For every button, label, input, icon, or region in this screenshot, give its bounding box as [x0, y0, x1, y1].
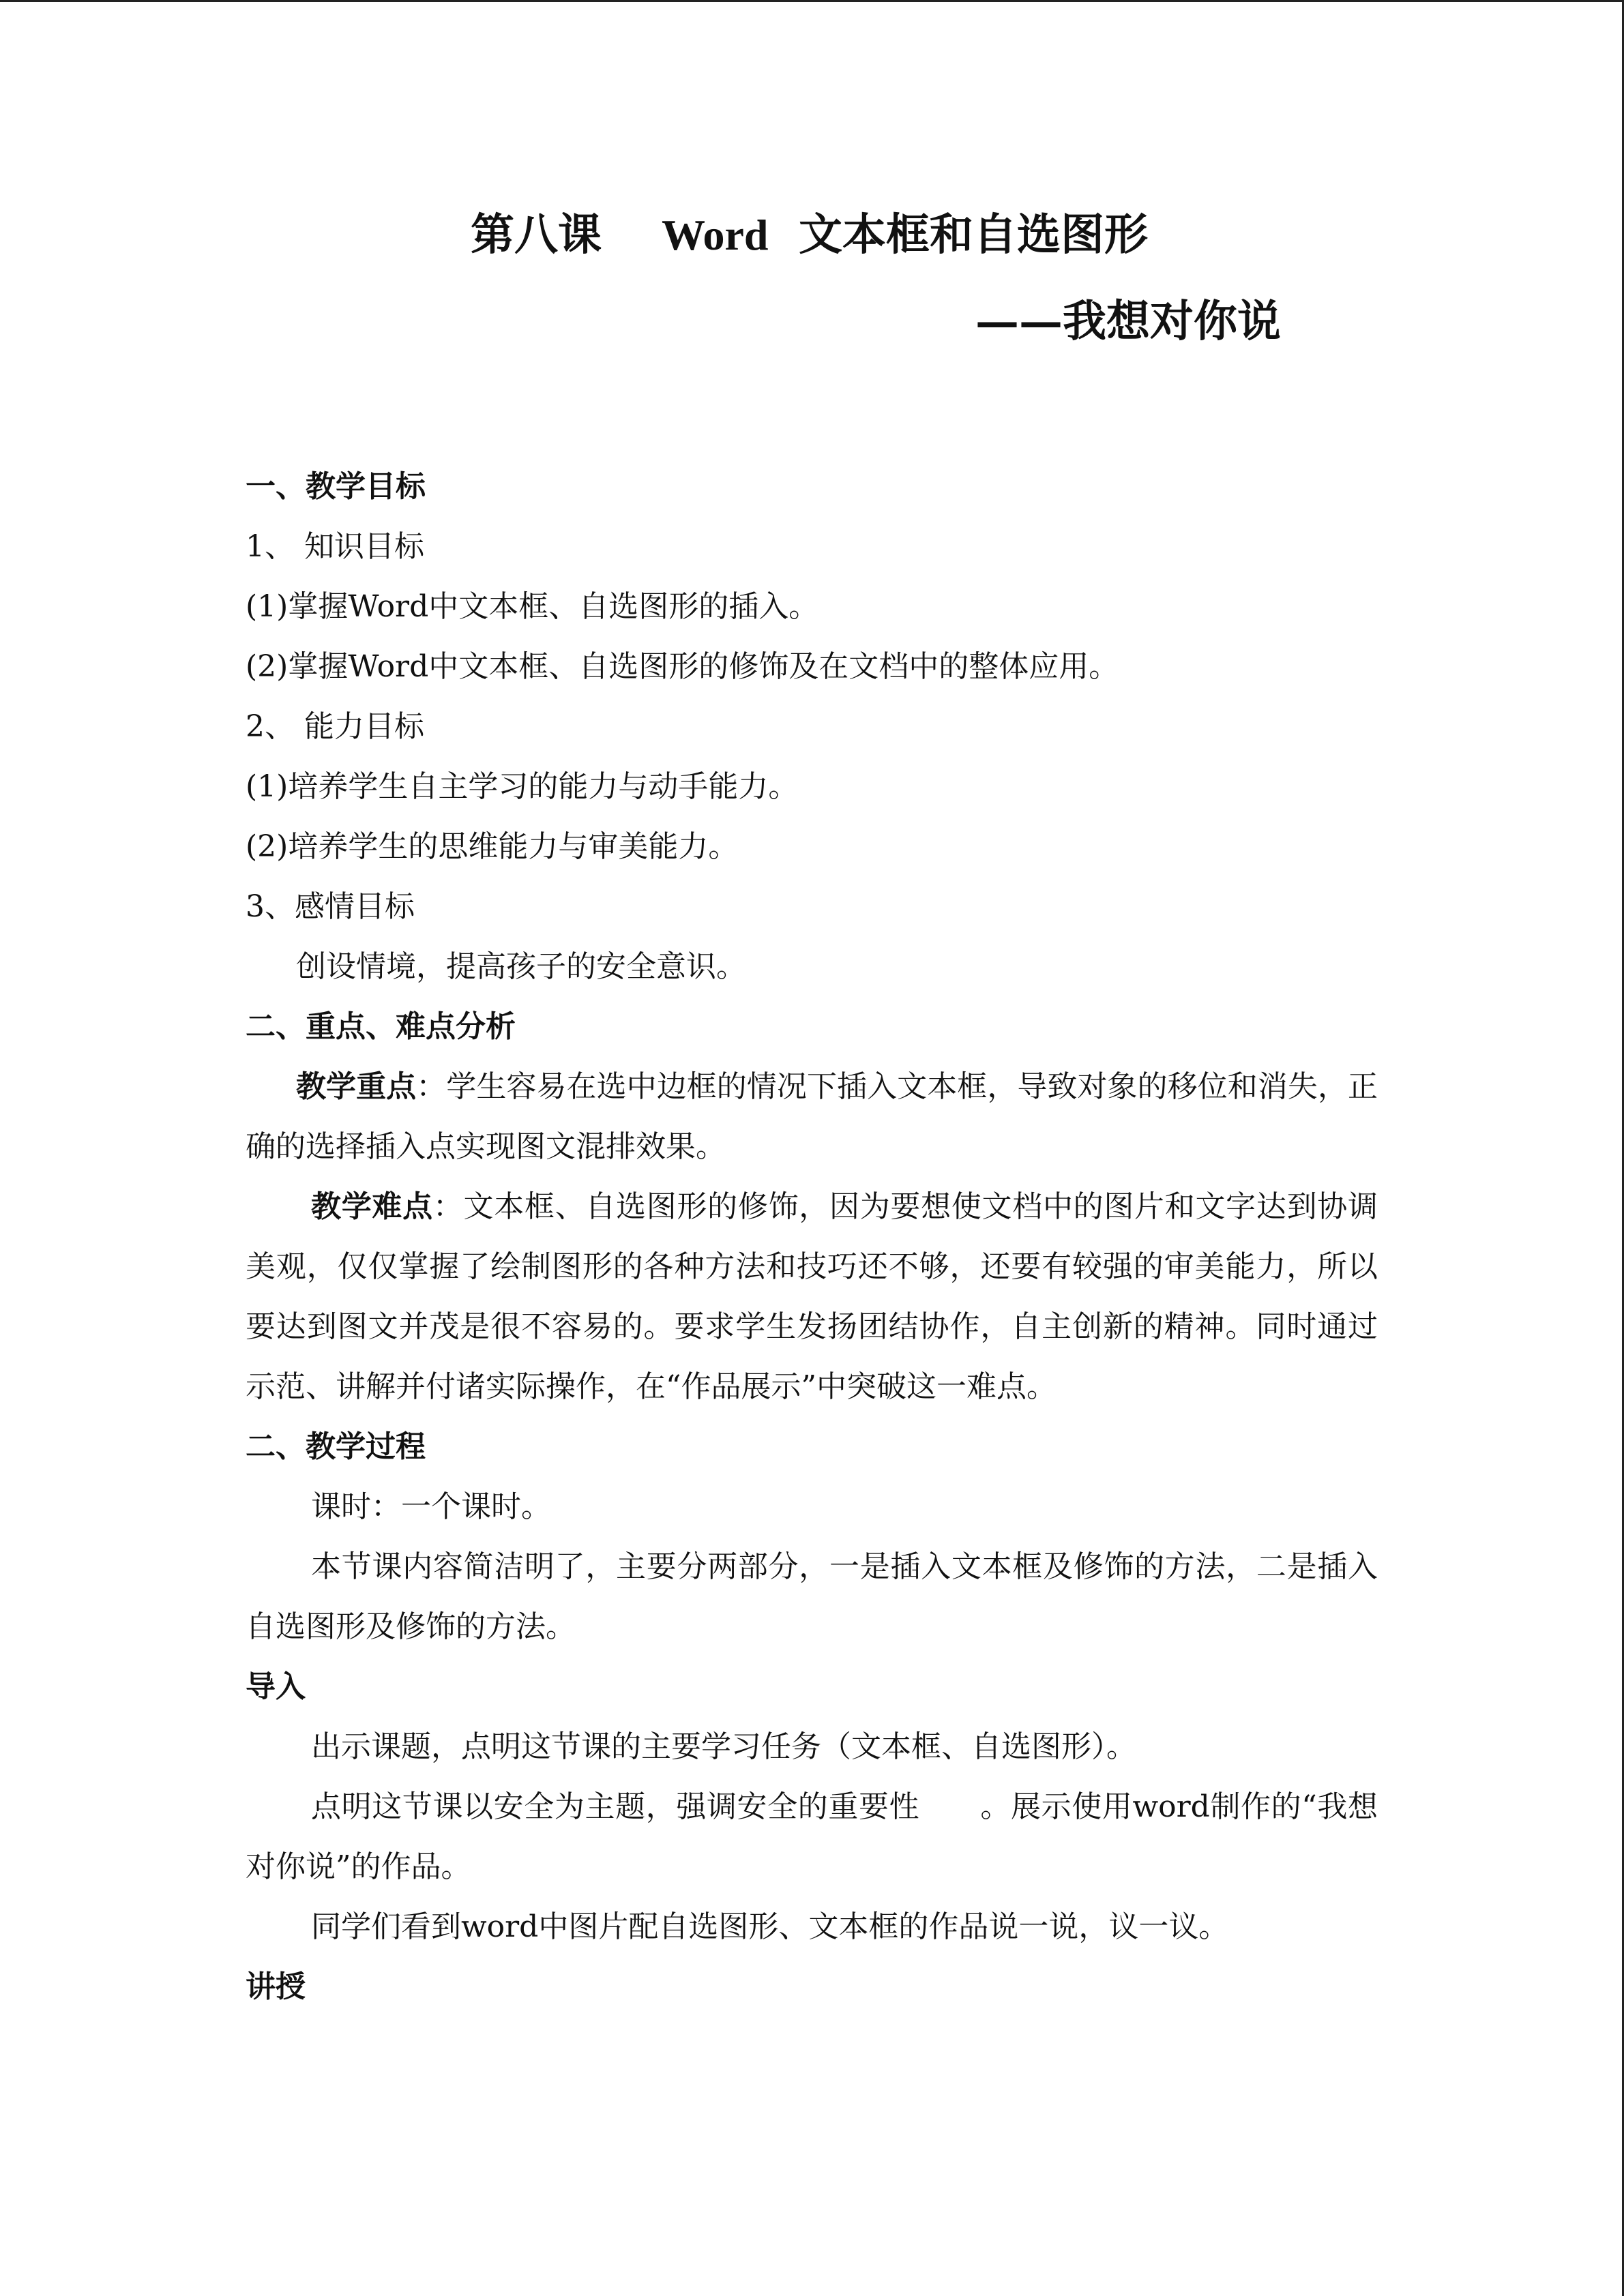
knowledge-heading: 1、 知识目标	[246, 529, 424, 564]
key-paragraph	[246, 1057, 1378, 1177]
intro-item-2: 点明这节课以安全为主题，强调安全的重要性 。展示使用word制作的“我想对你说”的作品。	[246, 1789, 1378, 1884]
emotion-heading: 3、感情目标	[246, 889, 415, 924]
ability-item-2: (2)培养学生的思维能力与审美能力。	[246, 829, 739, 864]
title-topic: 文本框和自选图形	[799, 209, 1149, 260]
ability-heading: 2、 能力目标	[246, 709, 424, 744]
document-body	[246, 457, 1378, 2017]
summary-paragraph: 本节课内容简洁明了，主要分两部分，一是插入文本框及修饰的方法，二是插入自选图形及修饰的方法。	[246, 1549, 1378, 1644]
document-title	[471, 208, 1148, 263]
period-line: 课时：一个课时。	[311, 1489, 551, 1524]
emotion-item-1: 创设情境，提高孩子的安全意识。	[296, 949, 746, 984]
difficulty-paragraph	[246, 1177, 1378, 1417]
intro-heading: 导入	[246, 1669, 306, 1704]
title-lesson: 第八课	[471, 209, 602, 260]
difficulty-text: ：文本框、自选图形的修饰，因为要想使文档中的图片和文字达到协调美观，仅仅掌握了绘制图形的各种方法和技巧还不够，还要有较强的审美能力，所以要达到图文并茂是很不容易的。要求学生发扬团结协作，自主创新的精神。同时通过示范、讲解并付诸实际操作，在“作品展示”中突破这一难点。	[246, 1189, 1378, 1404]
knowledge-item-2: (2)掌握Word中文本框、自选图形的修饰及在文档中的整体应用。	[246, 649, 1119, 684]
intro-item-1: 出示课题，点明这节课的主要学习任务（文本框、自选图形）。	[311, 1729, 1136, 1764]
difficulty-label: 教学难点	[311, 1189, 433, 1224]
teach-heading: 讲授	[246, 1969, 306, 2004]
key-text: ：学生容易在选中边框的情况下插入文本框，导致对象的移位和消失，正确的选择插入点实现图文混排效果。	[246, 1069, 1378, 1164]
document-subtitle: ——我想对你说	[975, 296, 1281, 347]
page-border-top	[0, 0, 1624, 2]
process-heading: 二、教学过程	[246, 1429, 426, 1464]
knowledge-item-1: (1)掌握Word中文本框、自选图形的插入。	[246, 589, 819, 624]
ability-item-1: (1)培养学生自主学习的能力与动手能力。	[246, 769, 799, 804]
intro-item-3: 同学们看到word中图片配自选图形、文本框的作品说一说，议一议。	[311, 1909, 1229, 1944]
title-word: Word	[662, 211, 769, 259]
key-heading: 二、重点、难点分析	[246, 1009, 516, 1044]
goals-heading: 一、教学目标	[246, 469, 426, 504]
key-label: 教学重点	[296, 1069, 417, 1104]
